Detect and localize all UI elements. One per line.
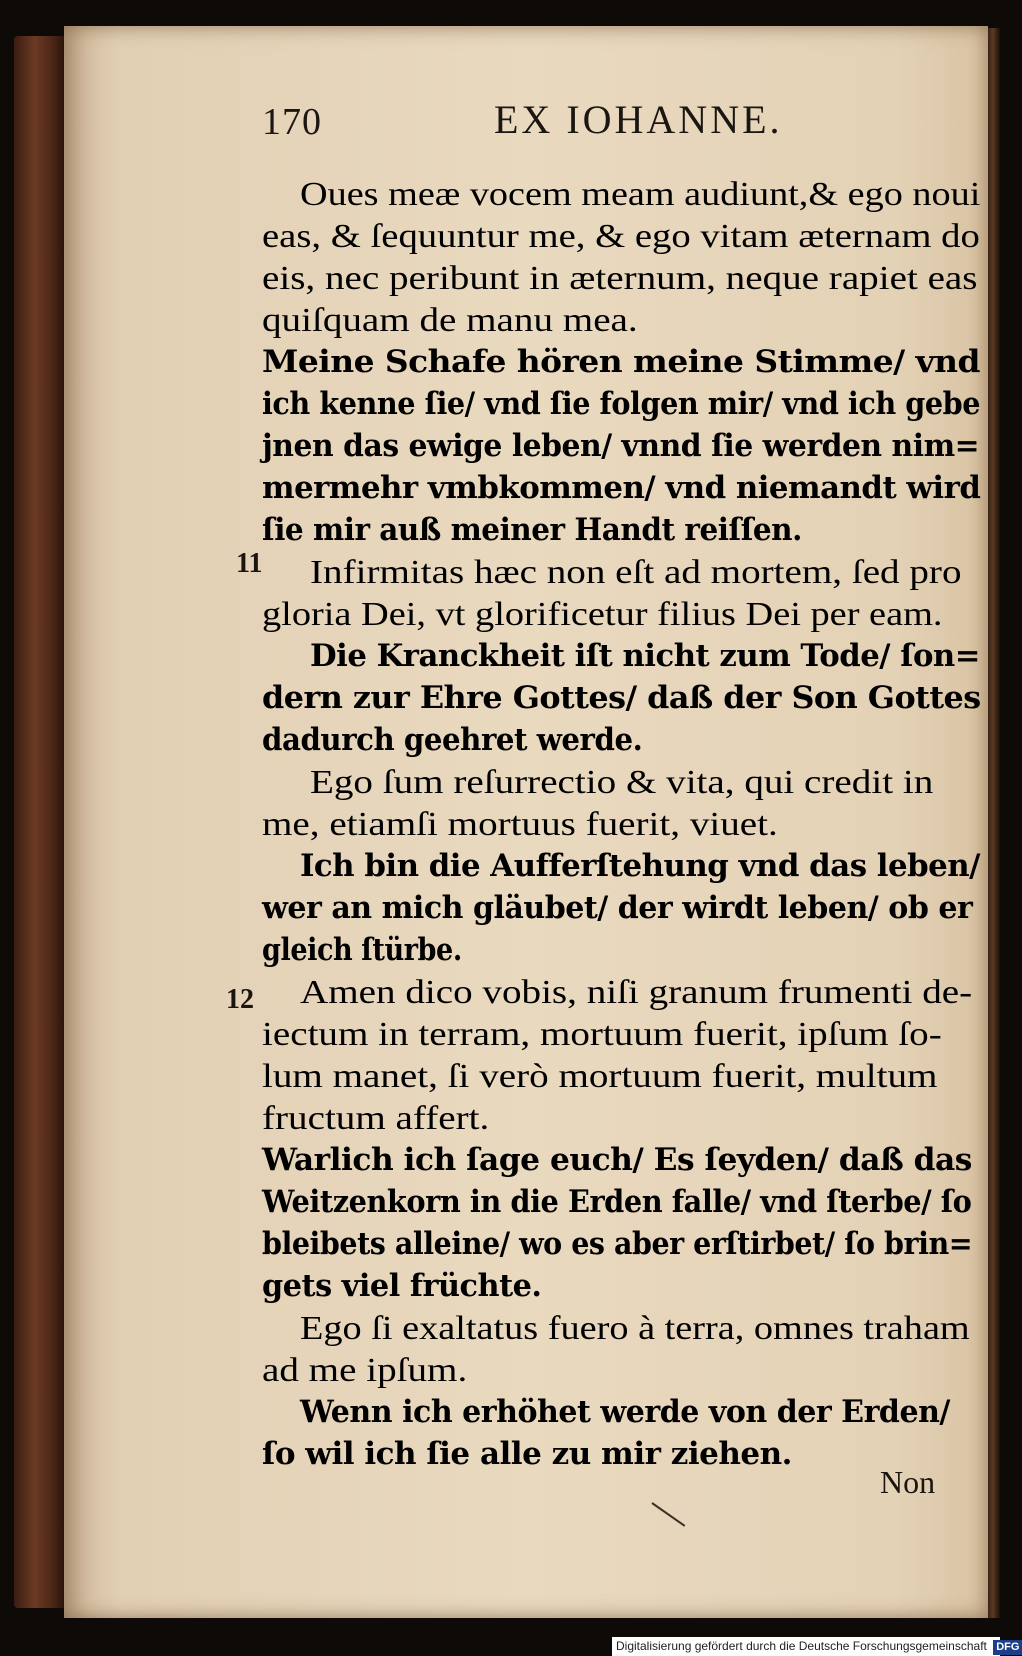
text-line: Oues meæ vocem meam audiunt,& ego noui [300, 176, 981, 213]
text-line: ad me ipſum. [262, 1352, 468, 1389]
text-line: Meine Schafe hören meine Stimme/ vnd [262, 344, 980, 380]
text-line: ſie mir auß meiner Handt reiſſen. [262, 512, 802, 548]
text-line: Die Kranckheit iſt nicht zum Tode/ ſon= [310, 638, 981, 674]
text-line: Wenn ich erhöhet werde von der Erden/ [300, 1394, 950, 1430]
digitization-credit [612, 1637, 1020, 1656]
text-line: fructum affert. [262, 1100, 490, 1137]
page-stack-edge [986, 28, 1000, 1618]
text-line: Infirmitas hæc non eſt ad mortem, ſed pro [310, 554, 962, 591]
text-line: Weitzenkorn in die Erden falle/ vnd ſterbe/ ſo [262, 1184, 972, 1220]
text-line: quiſquam de manu mea. [262, 302, 638, 339]
credit-text: Digitalisierung gefördert durch die Deutsche Forschungsgemeinschaft [616, 1639, 987, 1653]
text-line: mermehr vmbkommen/ vnd niemandt wird [262, 470, 981, 506]
page-number: 170 [262, 101, 322, 143]
text-line: gets viel früchte. [262, 1268, 542, 1304]
text-line: Ego ſum reſurrectio & vita, qui credit in [310, 764, 934, 801]
text-line: dern zur Ehre Gottes/ daß der Son Gottes [262, 680, 981, 716]
text-line: dadurch geehret werde. [262, 722, 643, 758]
text-line: gloria Dei, vt glorificetur filius Dei per eam. [262, 596, 943, 633]
text-line: Warlich ich ſage euch/ Es ſeyden/ daß das [262, 1142, 972, 1178]
text-line: gleich ſtürbe. [262, 932, 462, 968]
text-line: me, etiamſi mortuus fuerit, viuet. [262, 806, 778, 843]
verse-number-12: 12 [226, 984, 254, 1015]
dfg-logo: DFG [993, 1640, 1022, 1655]
verse-number-11: 11 [236, 548, 263, 579]
text-line: Amen dico vobis, niſi granum frumenti de- [300, 974, 973, 1011]
text-line: bleibets alleine/ wo es aber erſtirbet/ ſo brin= [262, 1226, 973, 1262]
text-line: lum manet, ſi verò mortuum fuerit, multum [262, 1058, 938, 1095]
text-line: iectum in terram, mortuum fuerit, ipſum ſo- [262, 1016, 942, 1053]
text-line: jnen das ewige leben/ vnnd ſie werden nim= [262, 428, 980, 464]
catchword: Non [880, 1464, 936, 1500]
text-line: ich kenne ſie/ vnd ſie folgen mir/ vnd ich gebe [262, 386, 981, 422]
page-header [262, 92, 802, 152]
book-spine-edge [14, 36, 66, 1608]
text-line: ſo wil ich ſie alle zu mir ziehen. [262, 1436, 792, 1472]
text-line: Ego ſi exaltatus fuero à terra, omnes traham [300, 1310, 970, 1347]
text-line: eis, nec peribunt in æternum, neque rapiet eas [262, 260, 978, 297]
text-line: Ich bin die Aufferſtehung vnd das leben/ [300, 848, 980, 884]
text-line: wer an mich gläubet/ der wirdt leben/ ob er [262, 890, 973, 926]
text-line: eas, & ſequuntur me, & ego vitam æternam do [262, 218, 980, 255]
running-title: EX IOHANNE. [494, 97, 783, 142]
